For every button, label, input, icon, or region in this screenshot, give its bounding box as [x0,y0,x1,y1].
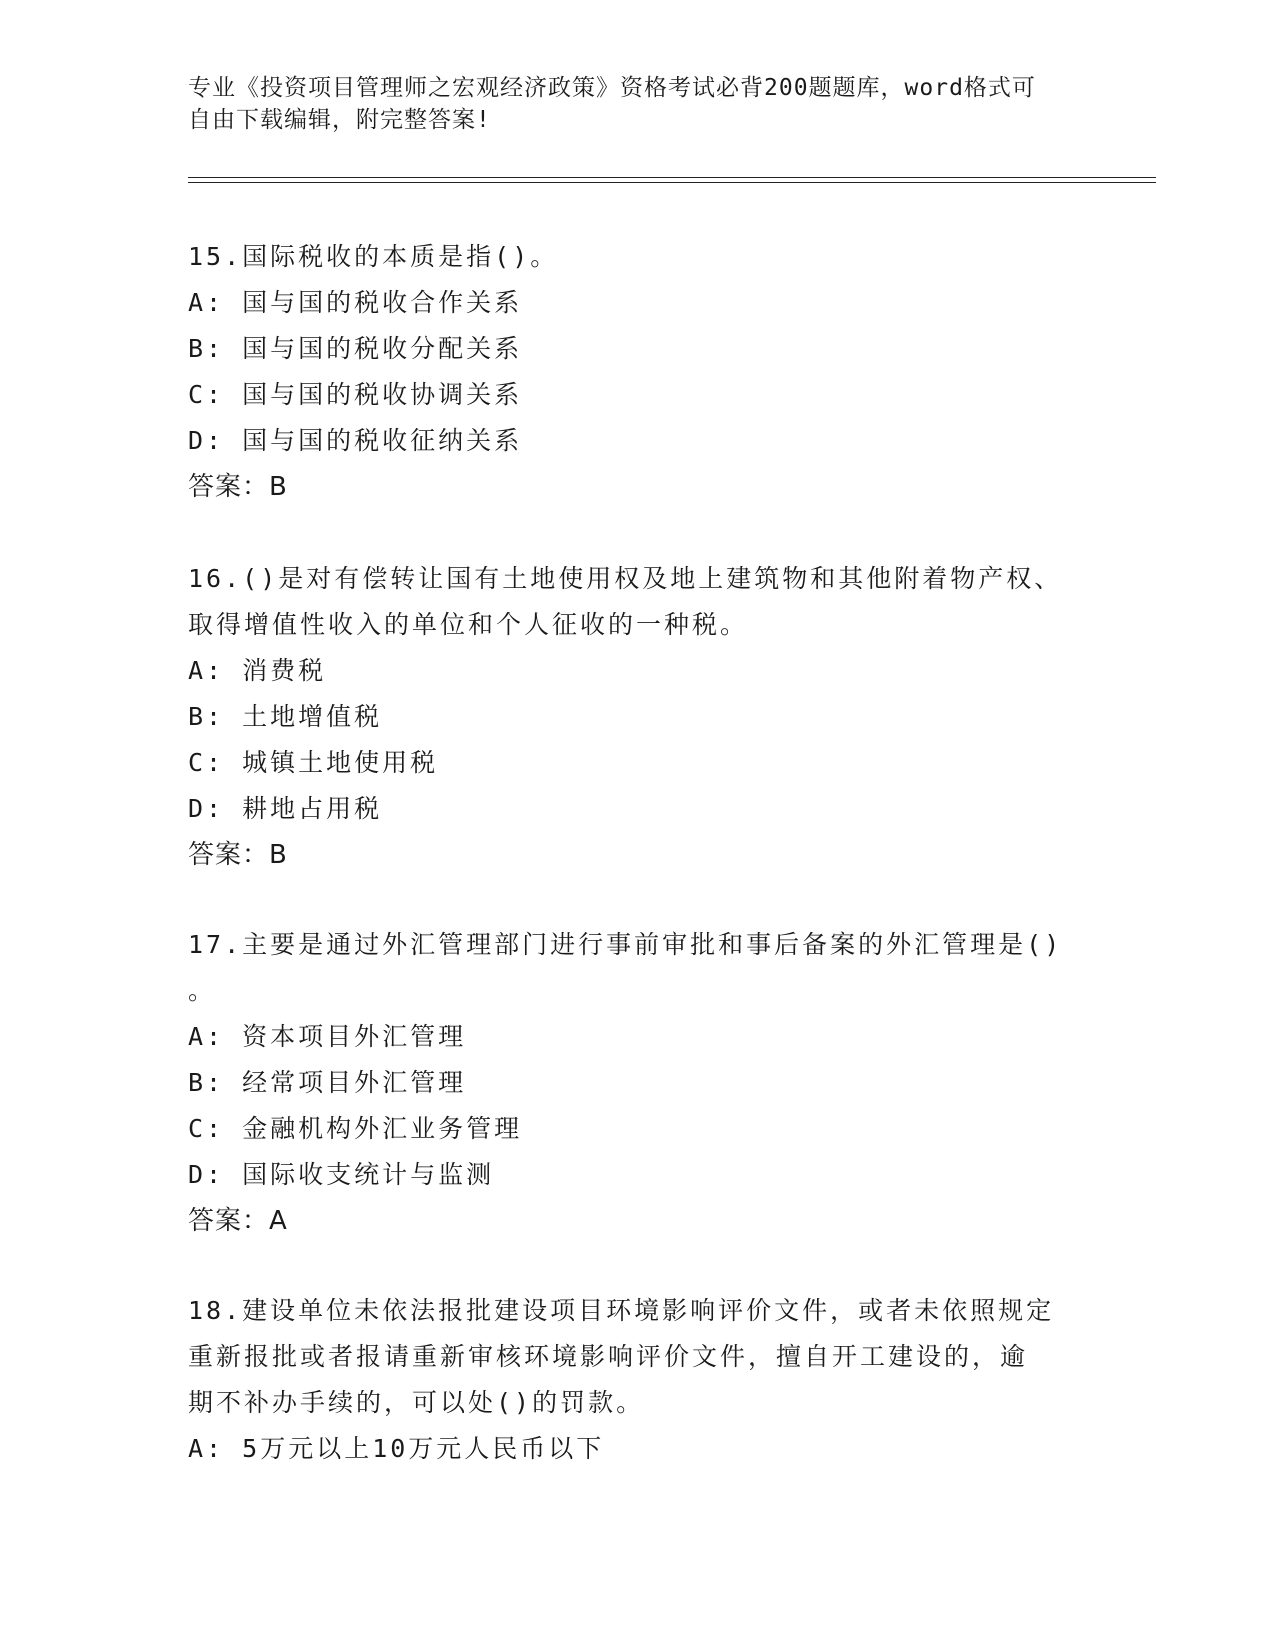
option-d: D: 国与国的税收征纳关系 [188,426,523,455]
question-stem-line-2: 。 [188,976,217,1005]
option-c: C: 城镇土地使用税 [188,748,439,777]
option-c: C: 国与国的税收协调关系 [188,380,523,409]
question-17 [188,922,1073,1244]
question-stem-line-1: 17.主要是通过外汇管理部门进行事前审批和事后备案的外汇管理是() [188,930,1063,959]
header-divider-top [188,177,1156,178]
option-b: B: 经常项目外汇管理 [188,1068,467,1097]
question-16 [188,556,1073,878]
option-b: B: 土地增值税 [188,702,383,731]
option-d: D: 国际收支统计与监测 [188,1160,495,1189]
question-stem-line-3: 期不补办手续的，可以处()的罚款。 [188,1388,645,1417]
question-stem-line-1: 16.()是对有偿转让国有土地使用权及地上建筑物和其他附着物产权、 [188,564,1063,593]
option-b: B: 国与国的税收分配关系 [188,334,523,363]
document-header [188,72,1068,136]
answer: 答案：B [188,840,288,870]
option-c: C: 金融机构外汇业务管理 [188,1114,523,1143]
question-stem-line-2: 取得增值性收入的单位和个人征收的一种税。 [188,610,749,639]
option-a: A: 资本项目外汇管理 [188,1022,467,1051]
question-15 [188,234,1073,510]
answer: 答案：B [188,472,288,502]
header-divider-bottom [188,182,1156,183]
header-line-1: 专业《投资项目管理师之宏观经济政策》资格考试必背200题题库，word格式可 [188,75,1036,101]
option-a: A: 国与国的税收合作关系 [188,288,523,317]
question-stem: 15.国际税收的本质是指()。 [188,242,559,271]
option-d: D: 耕地占用税 [188,794,383,823]
question-18 [188,1288,1073,1472]
answer: 答案：A [188,1206,288,1236]
option-a: A: 消费税 [188,656,327,685]
option-a: A: 5万元以上10万元人民币以下 [188,1434,605,1463]
question-stem-line-1: 18.建设单位未依法报批建设项目环境影响评价文件，或者未依照规定 [188,1296,1055,1325]
header-line-2: 自由下载编辑，附完整答案! [188,107,491,133]
question-stem-line-2: 重新报批或者报请重新审核环境影响评价文件，擅自开工建设的，逾 [188,1342,1029,1371]
